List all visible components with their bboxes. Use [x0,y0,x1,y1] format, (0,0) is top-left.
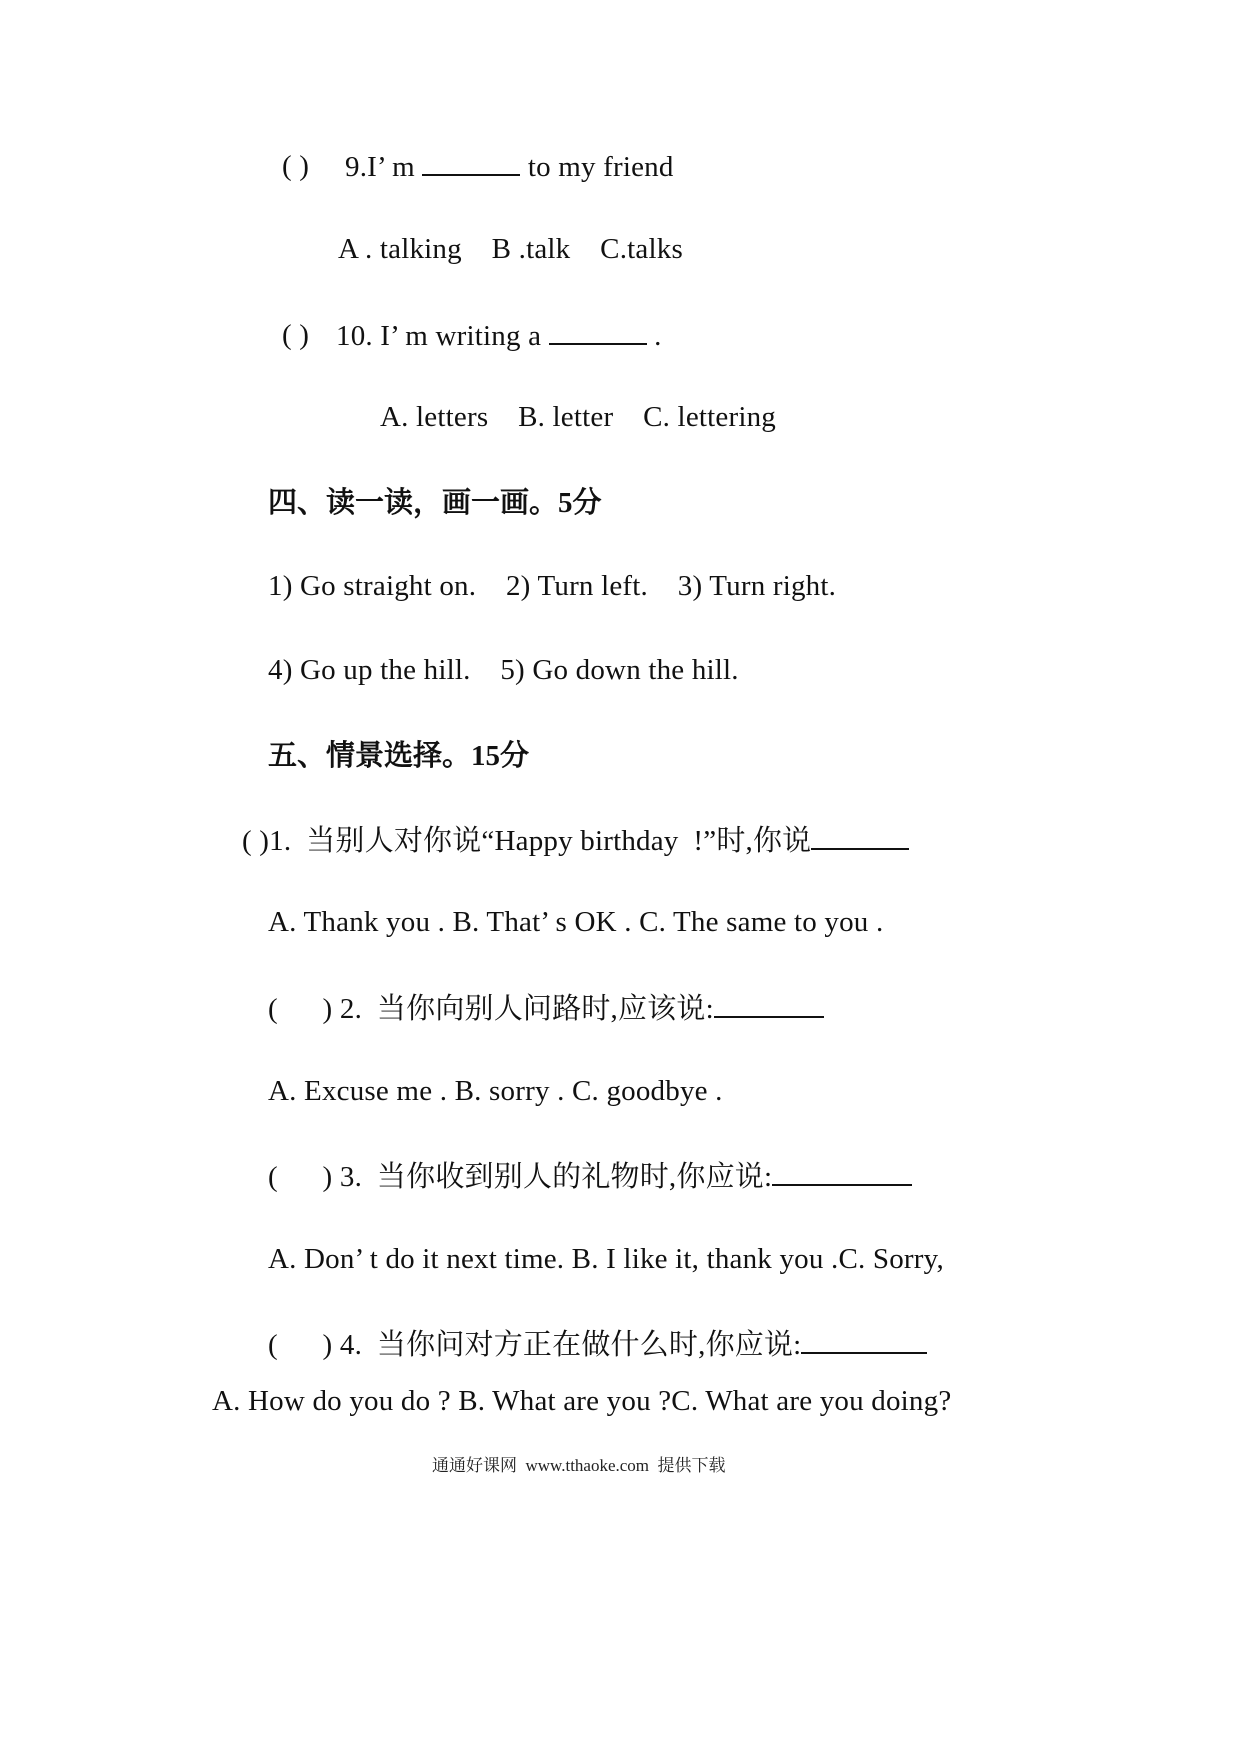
q10-paren: ( ) [282,319,310,351]
q10-text-end: . [654,320,662,352]
s5-q1-text: ( )1. 当别人对你说“Happy birthday !”时,你说 [242,825,812,857]
s5-q1-answer-blank[interactable] [811,822,909,850]
s5-q4-answer-blank[interactable] [801,1326,927,1354]
q10-text-start: 10. I’ m writing a [336,320,542,352]
q9-paren: ( ) [282,150,310,182]
s5-q4-text: ( ) 4. 当你问对方正在做什么时,你应说: [268,1329,802,1361]
s5-q3-options: A. Don’ t do it next time. B. I like it, thank you .C. Sorry, [268,1243,944,1275]
q9-answer-blank[interactable] [422,148,520,176]
section4-line2: 4) Go up the hill. 5) Go down the hill. [268,654,739,686]
q10-answer-blank[interactable] [549,317,647,345]
section4-heading: 四、读一读，画一画。5分 [268,487,602,519]
q10-options: A. letters B. letter C. lettering [380,401,776,433]
s5-q1 [242,822,909,859]
s5-q3-text: ( ) 3. 当你收到别人的礼物时,你应说: [268,1161,773,1193]
s5-q2 [268,990,824,1027]
section5-heading: 五、情景选择。15分 [268,740,530,772]
q9-text-start: 9.I’ m [345,151,415,183]
q10-question [336,317,662,354]
q9-text-end: to my friend [527,151,674,183]
s5-q1-options: A. Thank you . B. That’ s OK . C. The same to you . [268,906,884,938]
s5-q4-options: A. How do you do ? B. What are you ?C. What are you doing? [212,1385,952,1417]
s5-q3-answer-blank[interactable] [772,1158,912,1186]
s5-q2-answer-blank[interactable] [714,990,824,1018]
q9-question [345,148,674,185]
footer-credit: 通通好课网 www.tthaoke.com 提供下载 [432,1456,726,1475]
s5-q2-text: ( ) 2. 当你向别人问路时,应该说: [268,993,714,1025]
q9-options: A . talking B .talk C.talks [338,233,683,265]
s5-q4 [268,1326,927,1363]
section4-line1: 1) Go straight on. 2) Turn left. 3) Turn right. [268,570,837,602]
s5-q2-options: A. Excuse me . B. sorry . C. goodbye . [268,1075,723,1107]
s5-q3 [268,1158,912,1195]
